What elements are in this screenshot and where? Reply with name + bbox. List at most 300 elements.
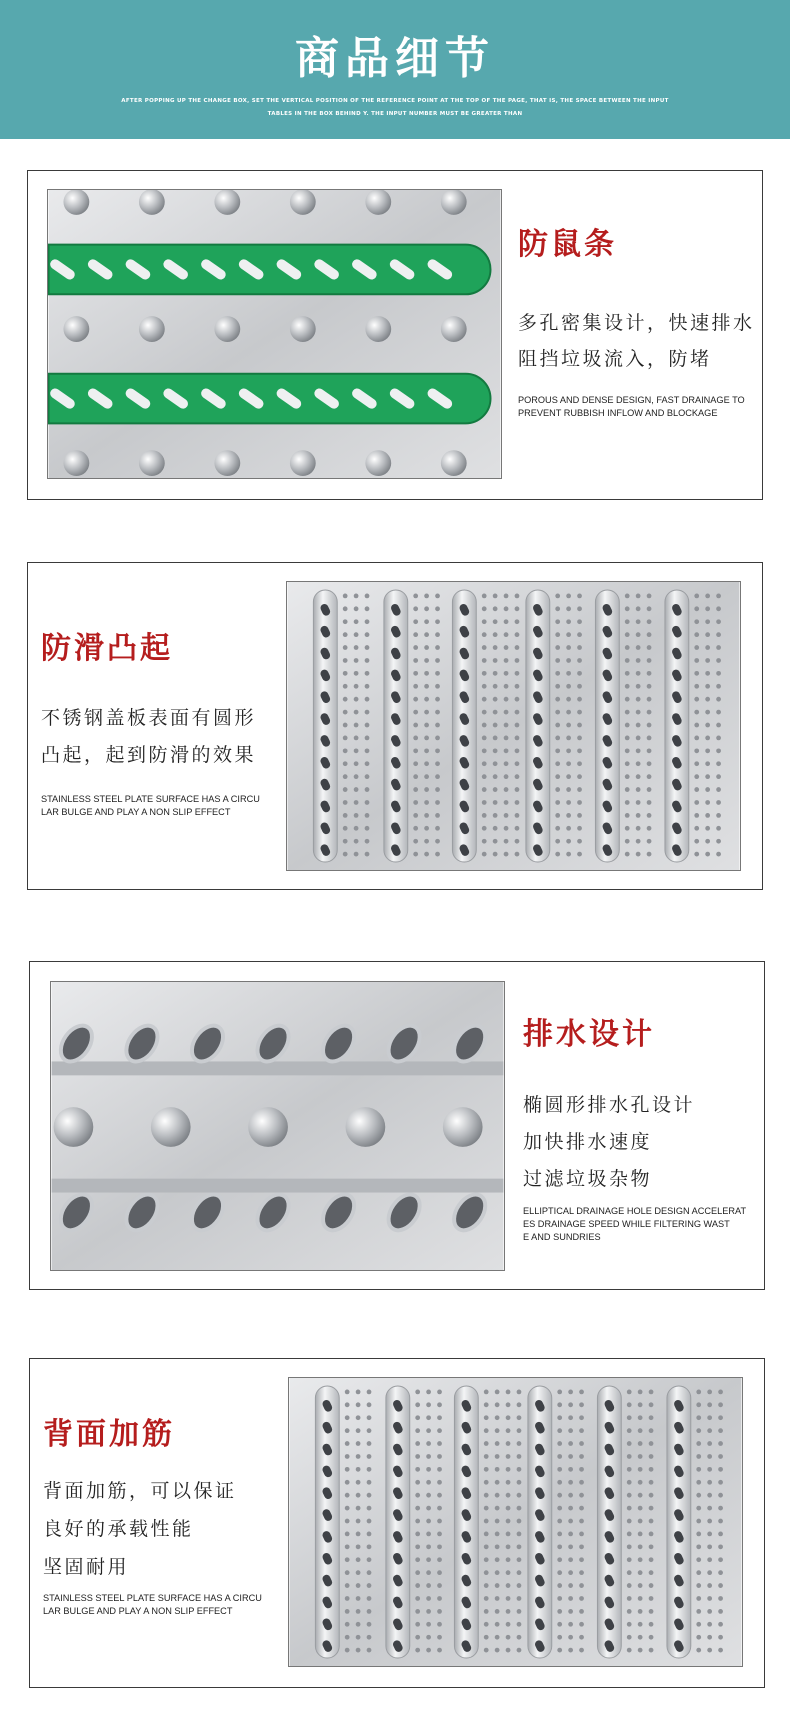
- anti-slip-dot: [506, 1454, 511, 1459]
- anti-slip-dot: [356, 1557, 361, 1562]
- anti-slip-dot: [716, 723, 721, 728]
- anti-slip-dot: [694, 645, 699, 650]
- anti-slip-dot: [568, 1648, 573, 1653]
- anti-slip-dot: [437, 1557, 442, 1562]
- anti-slip-dot: [424, 671, 429, 676]
- anti-slip-dot: [694, 684, 699, 689]
- anti-slip-dot: [484, 1544, 489, 1549]
- anti-slip-dot: [424, 787, 429, 792]
- anti-slip-dot: [504, 658, 509, 663]
- anti-slip-dot: [493, 606, 498, 611]
- anti-slip-dot: [696, 1622, 701, 1627]
- anti-slip-dot: [579, 1390, 584, 1395]
- anti-slip-dot: [343, 632, 348, 637]
- anti-slip-dot: [555, 774, 560, 779]
- anti-slip-dot: [435, 710, 440, 715]
- anti-slip-dot: [647, 839, 652, 844]
- anti-slip-dot: [415, 1480, 420, 1485]
- anti-slip-dot: [568, 1441, 573, 1446]
- anti-slip-dot: [495, 1493, 500, 1498]
- anti-slip-dot: [625, 761, 630, 766]
- anti-slip-dot: [718, 1583, 723, 1588]
- anti-slip-dot: [413, 645, 418, 650]
- anti-slip-dot: [716, 671, 721, 676]
- anti-slip-dot: [482, 594, 487, 599]
- anti-slip-dot: [716, 645, 721, 650]
- anti-slip-dot: [426, 1402, 431, 1407]
- anti-slip-dot: [495, 1415, 500, 1420]
- anti-slip-dot: [504, 761, 509, 766]
- anti-slip-dot: [568, 1557, 573, 1562]
- anti-slip-dot: [435, 748, 440, 753]
- anti-slip-dot: [517, 1441, 522, 1446]
- anti-slip-dot: [638, 1402, 643, 1407]
- anti-slip-dot: [555, 736, 560, 741]
- anti-slip-dot: [707, 1493, 712, 1498]
- anti-slip-dot: [579, 1583, 584, 1588]
- anti-slip-dot: [343, 671, 348, 676]
- anti-slip-dot: [354, 787, 359, 792]
- anti-slip-dot: [437, 1609, 442, 1614]
- dome-bump: [290, 190, 316, 215]
- anti-slip-dot: [365, 594, 370, 599]
- anti-slip-dot: [557, 1467, 562, 1472]
- dome-bump: [441, 190, 467, 215]
- anti-slip-dot: [506, 1596, 511, 1601]
- anti-slip-dot: [557, 1532, 562, 1537]
- anti-slip-dot: [557, 1596, 562, 1601]
- anti-slip-dot: [413, 723, 418, 728]
- anti-slip-dot: [493, 839, 498, 844]
- anti-slip-dot: [555, 697, 560, 702]
- anti-slip-dot: [647, 619, 652, 624]
- anti-slip-dot: [627, 1648, 632, 1653]
- anti-slip-dot: [557, 1609, 562, 1614]
- anti-slip-dot: [707, 1622, 712, 1627]
- anti-slip-dot: [716, 594, 721, 599]
- anti-slip-dot: [696, 1519, 701, 1524]
- anti-slip-dot: [577, 736, 582, 741]
- perforated-plate-illustration: [289, 1378, 742, 1666]
- anti-slip-dot: [345, 1648, 350, 1653]
- anti-slip-dot: [647, 632, 652, 637]
- anti-slip-dot: [365, 723, 370, 728]
- anti-slip-dot: [557, 1557, 562, 1562]
- anti-slip-dot: [413, 697, 418, 702]
- anti-slip-dot: [716, 774, 721, 779]
- anti-slip-dot: [504, 632, 509, 637]
- anti-slip-dot: [566, 761, 571, 766]
- anti-slip-dot: [625, 813, 630, 818]
- anti-slip-dot: [557, 1583, 562, 1588]
- anti-slip-dot: [356, 1648, 361, 1653]
- perforated-plate-illustration: [287, 582, 740, 870]
- anti-slip-dot: [517, 1415, 522, 1420]
- anti-slip-dot: [482, 761, 487, 766]
- anti-slip-dot: [437, 1532, 442, 1537]
- anti-slip-dot: [696, 1532, 701, 1537]
- anti-slip-dot: [504, 697, 509, 702]
- anti-slip-dot: [345, 1493, 350, 1498]
- dome-bump: [54, 1107, 94, 1147]
- anti-slip-dot: [515, 671, 520, 676]
- anti-slip-dot: [625, 723, 630, 728]
- anti-slip-dot: [647, 658, 652, 663]
- anti-slip-dot: [517, 1519, 522, 1524]
- anti-slip-dot: [718, 1428, 723, 1433]
- anti-slip-dot: [517, 1583, 522, 1588]
- anti-slip-dot: [566, 697, 571, 702]
- anti-slip-dot: [437, 1402, 442, 1407]
- anti-slip-dot: [625, 774, 630, 779]
- anti-slip-dot: [566, 736, 571, 741]
- anti-slip-dot: [356, 1519, 361, 1524]
- anti-slip-dot: [649, 1415, 654, 1420]
- anti-slip-dot: [566, 645, 571, 650]
- anti-slip-dot: [484, 1506, 489, 1511]
- anti-slip-dot: [636, 761, 641, 766]
- anti-slip-dot: [345, 1467, 350, 1472]
- anti-slip-dot: [694, 658, 699, 663]
- anti-slip-dot: [367, 1544, 372, 1549]
- anti-slip-dot: [482, 710, 487, 715]
- anti-slip-dot: [354, 606, 359, 611]
- anti-slip-dot: [345, 1583, 350, 1588]
- anti-slip-dot: [718, 1609, 723, 1614]
- anti-slip-dot: [515, 800, 520, 805]
- anti-slip-dot: [627, 1480, 632, 1485]
- anti-slip-dot: [694, 697, 699, 702]
- anti-slip-dot: [356, 1544, 361, 1549]
- anti-slip-dot: [413, 606, 418, 611]
- anti-slip-dot: [705, 619, 710, 624]
- anti-slip-dot: [515, 748, 520, 753]
- anti-slip-dot: [707, 1390, 712, 1395]
- anti-slip-dot: [435, 606, 440, 611]
- anti-slip-dot: [495, 1596, 500, 1601]
- anti-slip-dot: [495, 1454, 500, 1459]
- anti-slip-dot: [415, 1506, 420, 1511]
- anti-slip-dot: [647, 813, 652, 818]
- section-description-line: 凸起，起到防滑的效果: [41, 744, 257, 766]
- anti-slip-dot: [627, 1544, 632, 1549]
- anti-slip-dot: [506, 1648, 511, 1653]
- anti-slip-dot: [495, 1402, 500, 1407]
- anti-slip-dot: [413, 658, 418, 663]
- anti-slip-dot: [638, 1480, 643, 1485]
- anti-slip-dot: [415, 1532, 420, 1537]
- anti-slip-dot: [354, 761, 359, 766]
- section-card-anti-slip: [27, 562, 763, 890]
- anti-slip-dot: [716, 852, 721, 857]
- anti-slip-dot: [437, 1583, 442, 1588]
- anti-slip-dot: [343, 619, 348, 624]
- anti-slip-dot: [517, 1480, 522, 1485]
- anti-slip-dot: [579, 1570, 584, 1575]
- section-heading: 背面加筋: [43, 1417, 175, 1452]
- anti-slip-dot: [367, 1467, 372, 1472]
- anti-slip-dot: [415, 1622, 420, 1627]
- anti-slip-dot: [437, 1480, 442, 1485]
- anti-slip-dot: [647, 800, 652, 805]
- anti-slip-dot: [647, 748, 652, 753]
- anti-slip-dot: [716, 748, 721, 753]
- anti-slip-dot: [493, 710, 498, 715]
- anti-slip-dot: [636, 671, 641, 676]
- anti-slip-dot: [506, 1428, 511, 1433]
- anti-slip-dot: [367, 1609, 372, 1614]
- anti-slip-dot: [517, 1622, 522, 1627]
- anti-slip-dot: [566, 684, 571, 689]
- anti-slip-dot: [636, 800, 641, 805]
- product-photo-drainage: [50, 981, 505, 1271]
- anti-slip-dot: [506, 1480, 511, 1485]
- anti-slip-dot: [354, 839, 359, 844]
- anti-slip-dot: [716, 839, 721, 844]
- anti-slip-dot: [495, 1622, 500, 1627]
- anti-slip-dot: [638, 1609, 643, 1614]
- anti-slip-dot: [555, 723, 560, 728]
- anti-slip-dot: [647, 787, 652, 792]
- anti-slip-dot: [517, 1390, 522, 1395]
- anti-slip-dot: [495, 1570, 500, 1575]
- anti-slip-dot: [696, 1635, 701, 1640]
- anti-slip-dot: [716, 800, 721, 805]
- anti-slip-dot: [707, 1506, 712, 1511]
- anti-slip-dot: [484, 1557, 489, 1562]
- anti-slip-dot: [638, 1441, 643, 1446]
- anti-slip-dot: [365, 826, 370, 831]
- anti-slip-dot: [354, 619, 359, 624]
- anti-slip-dot: [579, 1441, 584, 1446]
- anti-slip-dot: [506, 1635, 511, 1640]
- anti-slip-dot: [625, 606, 630, 611]
- anti-slip-dot: [367, 1390, 372, 1395]
- anti-slip-dot: [437, 1544, 442, 1549]
- section-english-line: E AND SUNDRIES: [523, 1232, 601, 1242]
- anti-slip-dot: [557, 1454, 562, 1459]
- anti-slip-dot: [415, 1609, 420, 1614]
- anti-slip-dot: [435, 813, 440, 818]
- anti-slip-dot: [415, 1570, 420, 1575]
- anti-slip-dot: [356, 1583, 361, 1588]
- anti-slip-dot: [515, 774, 520, 779]
- anti-slip-dot: [413, 632, 418, 637]
- anti-slip-dot: [555, 684, 560, 689]
- anti-slip-dot: [707, 1583, 712, 1588]
- anti-slip-dot: [506, 1441, 511, 1446]
- anti-slip-dot: [435, 826, 440, 831]
- anti-slip-dot: [557, 1570, 562, 1575]
- anti-slip-dot: [568, 1635, 573, 1640]
- anti-slip-dot: [566, 748, 571, 753]
- anti-slip-dot: [367, 1415, 372, 1420]
- anti-slip-dot: [625, 787, 630, 792]
- anti-slip-dot: [426, 1557, 431, 1562]
- anti-slip-dot: [694, 723, 699, 728]
- anti-slip-dot: [504, 594, 509, 599]
- anti-slip-dot: [705, 671, 710, 676]
- dome-bump: [214, 190, 240, 215]
- anti-slip-dot: [343, 606, 348, 611]
- anti-slip-dot: [426, 1596, 431, 1601]
- anti-slip-dot: [517, 1635, 522, 1640]
- anti-slip-dot: [649, 1635, 654, 1640]
- anti-slip-dot: [435, 839, 440, 844]
- anti-slip-dot: [707, 1519, 712, 1524]
- anti-slip-dot: [555, 852, 560, 857]
- anti-slip-dot: [568, 1390, 573, 1395]
- anti-slip-dot: [515, 710, 520, 715]
- anti-slip-dot: [426, 1506, 431, 1511]
- anti-slip-dot: [649, 1428, 654, 1433]
- anti-slip-dot: [649, 1622, 654, 1627]
- anti-slip-dot: [367, 1506, 372, 1511]
- plate-fold: [52, 1179, 504, 1193]
- anti-slip-dot: [504, 787, 509, 792]
- anti-slip-dot: [506, 1570, 511, 1575]
- anti-slip-dot: [577, 684, 582, 689]
- anti-slip-dot: [356, 1390, 361, 1395]
- anti-slip-dot: [557, 1519, 562, 1524]
- anti-slip-dot: [579, 1557, 584, 1562]
- anti-slip-dot: [482, 826, 487, 831]
- anti-slip-dot: [506, 1519, 511, 1524]
- anti-slip-dot: [506, 1609, 511, 1614]
- anti-slip-dot: [426, 1415, 431, 1420]
- anti-slip-dot: [484, 1648, 489, 1653]
- anti-slip-dot: [343, 800, 348, 805]
- anti-slip-dot: [649, 1493, 654, 1498]
- anti-slip-dot: [356, 1596, 361, 1601]
- section-description-line: 良好的承载性能: [43, 1518, 194, 1540]
- anti-slip-dot: [517, 1557, 522, 1562]
- anti-slip-dot: [343, 736, 348, 741]
- anti-slip-dot: [627, 1493, 632, 1498]
- anti-slip-dot: [482, 800, 487, 805]
- anti-slip-dot: [343, 710, 348, 715]
- anti-slip-dot: [356, 1428, 361, 1433]
- anti-slip-dot: [705, 697, 710, 702]
- anti-slip-dot: [627, 1454, 632, 1459]
- anti-slip-dot: [484, 1622, 489, 1627]
- anti-slip-dot: [345, 1544, 350, 1549]
- anti-slip-dot: [437, 1596, 442, 1601]
- anti-slip-dot: [707, 1415, 712, 1420]
- anti-slip-dot: [415, 1467, 420, 1472]
- anti-slip-dot: [707, 1609, 712, 1614]
- anti-slip-dot: [356, 1402, 361, 1407]
- anti-slip-dot: [426, 1583, 431, 1588]
- dome-bump: [63, 450, 89, 476]
- green-rodent-strip: [49, 374, 491, 424]
- anti-slip-dot: [345, 1454, 350, 1459]
- anti-slip-dot: [577, 594, 582, 599]
- anti-slip-dot: [365, 697, 370, 702]
- anti-slip-dot: [356, 1506, 361, 1511]
- anti-slip-dot: [555, 839, 560, 844]
- anti-slip-dot: [649, 1583, 654, 1588]
- anti-slip-dot: [343, 594, 348, 599]
- anti-slip-dot: [718, 1519, 723, 1524]
- section-card-rodent-strip: [27, 170, 763, 500]
- anti-slip-dot: [484, 1519, 489, 1524]
- anti-slip-dot: [625, 671, 630, 676]
- anti-slip-dot: [694, 826, 699, 831]
- anti-slip-dot: [555, 761, 560, 766]
- anti-slip-dot: [566, 839, 571, 844]
- anti-slip-dot: [482, 619, 487, 624]
- anti-slip-dot: [627, 1635, 632, 1640]
- anti-slip-dot: [718, 1480, 723, 1485]
- anti-slip-dot: [354, 774, 359, 779]
- anti-slip-dot: [705, 684, 710, 689]
- anti-slip-dot: [716, 761, 721, 766]
- anti-slip-dot: [577, 619, 582, 624]
- anti-slip-dot: [493, 697, 498, 702]
- anti-slip-dot: [636, 748, 641, 753]
- anti-slip-dot: [424, 748, 429, 753]
- anti-slip-dot: [493, 671, 498, 676]
- anti-slip-dot: [506, 1390, 511, 1395]
- anti-slip-dot: [484, 1467, 489, 1472]
- anti-slip-dot: [638, 1415, 643, 1420]
- anti-slip-dot: [638, 1557, 643, 1562]
- anti-slip-dot: [437, 1441, 442, 1446]
- anti-slip-dot: [495, 1557, 500, 1562]
- anti-slip-dot: [435, 852, 440, 857]
- anti-slip-dot: [718, 1557, 723, 1562]
- anti-slip-dot: [649, 1544, 654, 1549]
- anti-slip-dot: [424, 710, 429, 715]
- anti-slip-dot: [647, 684, 652, 689]
- anti-slip-dot: [555, 826, 560, 831]
- anti-slip-dot: [504, 619, 509, 624]
- anti-slip-dot: [495, 1544, 500, 1549]
- dome-bump: [151, 1107, 191, 1147]
- anti-slip-dot: [354, 813, 359, 818]
- anti-slip-dot: [566, 671, 571, 676]
- anti-slip-dot: [577, 658, 582, 663]
- rodent-strip-illustration: [48, 190, 501, 478]
- anti-slip-dot: [506, 1493, 511, 1498]
- anti-slip-dot: [718, 1441, 723, 1446]
- section-description-line: 过滤垃圾杂物: [523, 1168, 653, 1190]
- anti-slip-dot: [579, 1480, 584, 1485]
- anti-slip-dot: [356, 1570, 361, 1575]
- section-english-line: ES DRAINAGE SPEED WHILE FILTERING WAST: [523, 1219, 730, 1229]
- anti-slip-dot: [647, 774, 652, 779]
- anti-slip-dot: [566, 723, 571, 728]
- anti-slip-dot: [557, 1544, 562, 1549]
- anti-slip-dot: [435, 736, 440, 741]
- anti-slip-dot: [493, 736, 498, 741]
- anti-slip-dot: [495, 1480, 500, 1485]
- anti-slip-dot: [566, 800, 571, 805]
- anti-slip-dot: [515, 813, 520, 818]
- anti-slip-dot: [367, 1428, 372, 1433]
- anti-slip-dot: [627, 1467, 632, 1472]
- section-heading: 防滑凸起: [41, 631, 173, 666]
- anti-slip-dot: [705, 606, 710, 611]
- dome-bump: [346, 1107, 386, 1147]
- anti-slip-dot: [636, 632, 641, 637]
- anti-slip-dot: [707, 1570, 712, 1575]
- anti-slip-dot: [718, 1415, 723, 1420]
- anti-slip-dot: [345, 1402, 350, 1407]
- anti-slip-dot: [625, 658, 630, 663]
- anti-slip-dot: [413, 594, 418, 599]
